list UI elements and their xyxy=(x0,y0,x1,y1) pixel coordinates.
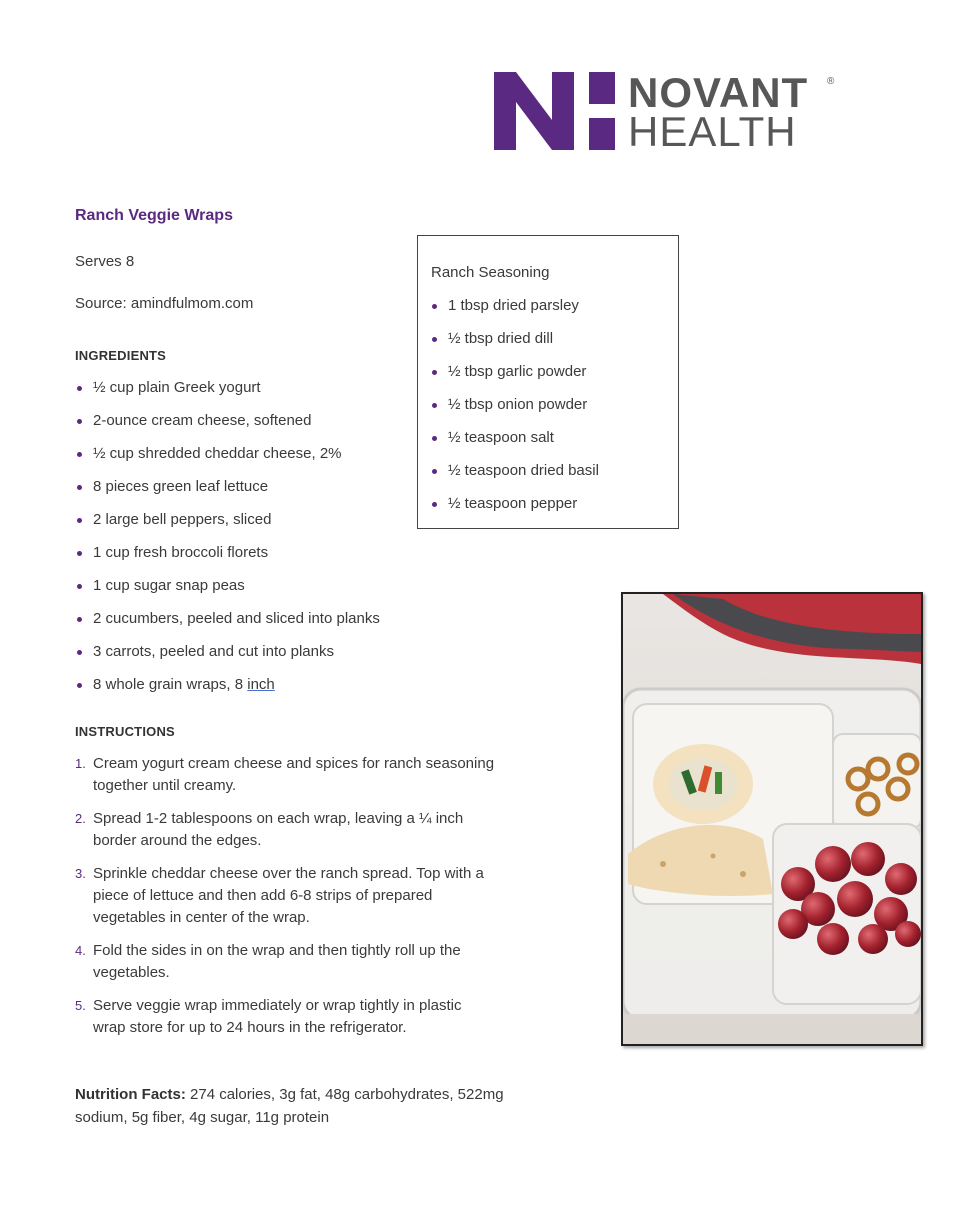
ingredient-wraps-text: 8 whole grain wraps, 8 xyxy=(93,676,248,693)
ingredient-item: ½ cup plain Greek yogurt xyxy=(75,378,380,411)
instruction-step xyxy=(75,995,495,1039)
step-text: Fold the sides in on the wrap and then tightly roll up the vegetables. xyxy=(93,942,461,981)
ingredient-item: ½ cup shredded cheddar cheese, 2% xyxy=(75,444,380,477)
lunchbox-illustration xyxy=(623,594,921,1044)
ingredients-list xyxy=(75,378,380,708)
seasoning-item: ½ tbsp dried dill xyxy=(430,329,599,362)
seasoning-item: ½ tbsp garlic powder xyxy=(430,362,599,395)
step-text: Serve veggie wrap immediately or wrap tightly in plastic wrap store for up to 24 hours in the refrigerator. xyxy=(93,997,462,1036)
instruction-step xyxy=(75,863,495,929)
inch-link[interactable]: inch xyxy=(247,676,275,693)
nutrition-values: 274 calories, 3g fat, 48g carbohydrates, 522mg sodium, 5g fiber, 4g sugar, 11g protein xyxy=(75,1086,504,1126)
serves-text: Serves 8 xyxy=(75,253,135,270)
ingredient-item-wraps xyxy=(75,675,380,708)
seasoning-item: ½ teaspoon dried basil xyxy=(430,461,599,494)
nutrition-facts xyxy=(75,1083,515,1129)
instruction-step xyxy=(75,808,495,852)
ingredient-item: 8 pieces green leaf lettuce xyxy=(75,477,380,510)
seasoning-item: ½ teaspoon pepper xyxy=(430,494,599,527)
step-text: Cream yogurt cream cheese and spices for ranch seasoning together until creamy. xyxy=(93,755,495,794)
novant-health-logo xyxy=(494,69,854,155)
instruction-step xyxy=(75,753,495,797)
seasoning-item: ½ teaspoon salt xyxy=(430,428,599,461)
step-number: 5. xyxy=(75,998,86,1013)
ingredient-item: 1 cup fresh broccoli florets xyxy=(75,543,380,576)
step-number: 1. xyxy=(75,756,86,771)
source-text: Source: amindfulmom.com xyxy=(75,295,254,312)
seasoning-item: 1 tbsp dried parsley xyxy=(430,296,599,329)
seasoning-item: ½ tbsp onion powder xyxy=(430,395,599,428)
lunchbox-photo xyxy=(621,592,923,1046)
nutrition-label: Nutrition Facts: xyxy=(75,1086,186,1103)
instructions-list xyxy=(75,753,495,1050)
novant-health-logo-icon xyxy=(494,72,617,150)
step-number: 4. xyxy=(75,943,86,958)
step-number: 3. xyxy=(75,866,86,881)
step-text: Sprinkle cheddar cheese over the ranch spread. Top with a piece of lettuce and then add 6-8 strips of prepared vegetables in center of the wrap. xyxy=(93,865,484,926)
recipe-title: Ranch Veggie Wraps xyxy=(75,207,233,224)
logo-registered-mark: ® xyxy=(827,76,835,87)
seasoning-title: Ranch Seasoning xyxy=(431,264,550,281)
ingredient-item: 1 cup sugar snap peas xyxy=(75,576,380,609)
ingredients-heading: INGREDIENTS xyxy=(75,348,167,363)
seasoning-list xyxy=(430,296,599,527)
logo-brand-top: NOVANT xyxy=(628,69,809,116)
logo-brand-bottom: HEALTH xyxy=(628,108,797,155)
step-text: Spread 1-2 tablespoons on each wrap, leaving a ¼ inch border around the edges. xyxy=(93,810,464,849)
ingredient-item: 2 cucumbers, peeled and sliced into planks xyxy=(75,609,380,642)
instruction-step xyxy=(75,940,495,984)
instructions-heading: INSTRUCTIONS xyxy=(75,724,175,739)
ranch-seasoning-box xyxy=(417,235,679,529)
ingredient-item: 2-ounce cream cheese, softened xyxy=(75,411,380,444)
ingredient-item: 2 large bell peppers, sliced xyxy=(75,510,380,543)
step-number: 2. xyxy=(75,811,86,826)
ingredient-item: 3 carrots, peeled and cut into planks xyxy=(75,642,380,675)
